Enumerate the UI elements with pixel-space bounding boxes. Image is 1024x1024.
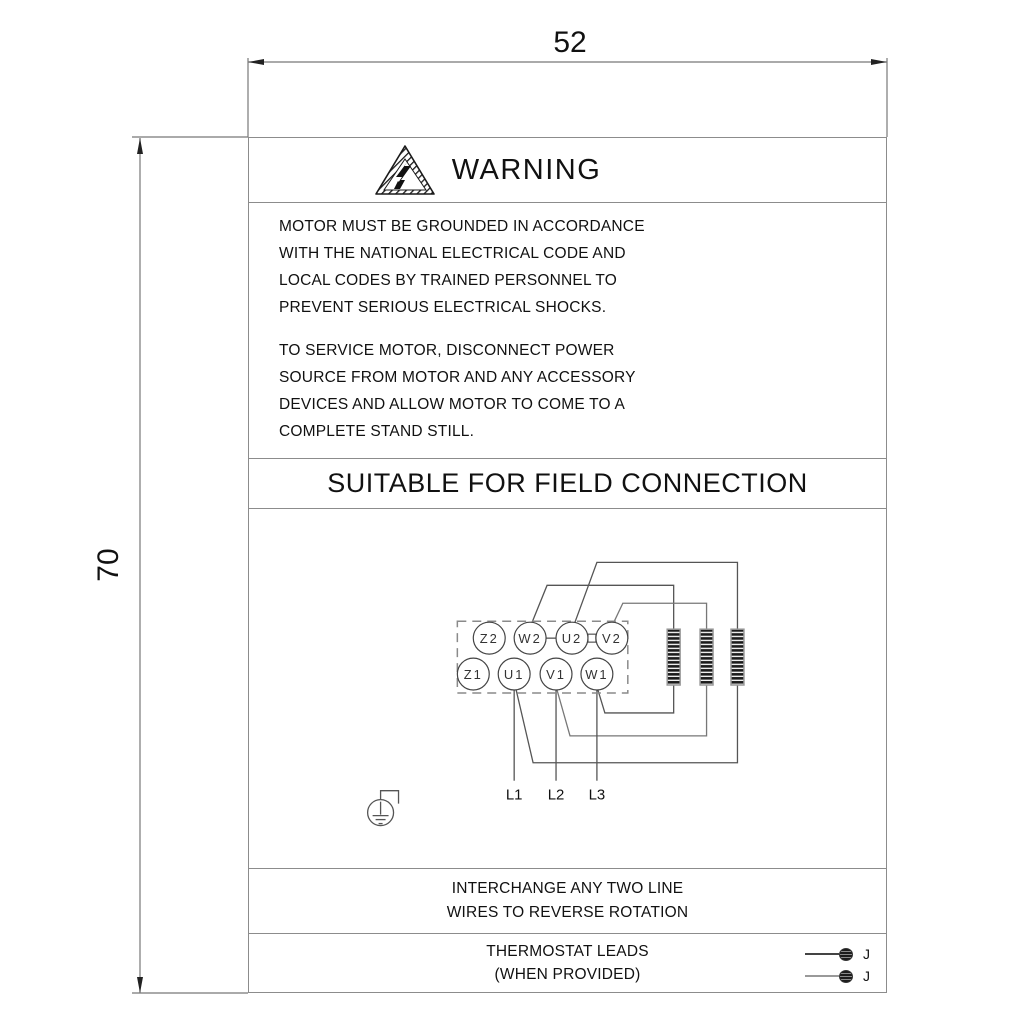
winding-coil-3	[731, 629, 744, 685]
warning-title: WARNING	[451, 153, 602, 186]
protective-earth-ground-icon	[368, 791, 399, 826]
wire-v2-to-coil2	[614, 603, 707, 629]
terminal-label: U1	[503, 667, 525, 683]
arrowhead-right-icon	[871, 59, 887, 65]
thermostat-lead-wire	[805, 953, 839, 955]
body-text-line: LOCAL CODES BY TRAINED PERSONNEL TO	[279, 272, 618, 289]
body-text-line: SOURCE FROM MOTOR AND ANY ACCESSORY	[279, 369, 636, 386]
body-text-line: COMPLETE STAND STILL.	[279, 423, 475, 440]
thermostat-lead-label: J	[863, 968, 870, 984]
winding-coil-2	[700, 629, 713, 685]
terminal-row-bottom	[457, 658, 613, 690]
link-u2-v2	[588, 634, 596, 642]
line-label-l2: L2	[547, 786, 565, 804]
warning-label	[248, 137, 887, 993]
thermostat-lead-bead-icon	[839, 970, 853, 983]
winding-coil-1	[667, 629, 680, 685]
arrowhead-down-icon	[137, 977, 143, 993]
high-voltage-warning-triangle-icon	[374, 144, 436, 196]
thermostat-note-line: THERMOSTAT LEADS	[486, 943, 649, 960]
wiring-diagram-section	[249, 509, 886, 869]
arrowhead-up-icon	[137, 138, 143, 154]
supply-line-labels	[506, 787, 605, 804]
terminal-label: Z2	[479, 631, 499, 647]
wire-u2-to-coil3	[575, 562, 737, 629]
wire-coil3-to-u1	[516, 685, 737, 763]
line-label-l3: L3	[588, 786, 606, 804]
thermostat-lead-label: J	[863, 946, 870, 962]
arrowhead-left-icon	[248, 59, 264, 65]
rotation-note-section	[249, 869, 886, 934]
thermostat-note-line: (WHEN PROVIDED)	[494, 966, 641, 983]
height-dimension-value: 70	[92, 548, 125, 582]
width-dimension-value: 52	[553, 26, 587, 59]
warning-body-text	[249, 203, 886, 459]
body-text-line: DEVICES AND ALLOW MOTOR TO COME TO A	[279, 396, 625, 413]
thermostat-lead-row	[805, 969, 870, 983]
thermostat-section	[249, 934, 886, 993]
thermostat-lead-wire	[805, 975, 839, 977]
wire-coil1-to-w1	[598, 685, 674, 713]
terminal-label: U2	[561, 631, 583, 647]
terminal-label: Z1	[463, 667, 483, 683]
thermostat-lead-bead-icon	[839, 948, 853, 961]
line-label-l1: L1	[505, 786, 523, 804]
field-connection-title: SUITABLE FOR FIELD CONNECTION	[327, 468, 808, 498]
terminal-label: V2	[601, 631, 622, 647]
field-connection-banner	[249, 459, 886, 509]
body-text-line: PREVENT SERIOUS ELECTRICAL SHOCKS.	[279, 299, 607, 316]
motor-winding-coil-icon	[667, 629, 744, 685]
body-text-line: TO SERVICE MOTOR, DISCONNECT POWER	[279, 342, 615, 359]
thermostat-lead-row	[805, 947, 870, 961]
body-text-line: MOTOR MUST BE GROUNDED IN ACCORDANCE	[279, 218, 645, 235]
rotation-note-line: INTERCHANGE ANY TWO LINE	[451, 880, 684, 897]
terminal-label: W1	[585, 667, 609, 683]
terminal-label: W2	[518, 631, 542, 647]
body-text-line: WITH THE NATIONAL ELECTRICAL CODE AND	[279, 245, 626, 262]
warning-header	[249, 138, 886, 203]
terminal-label: V1	[546, 667, 566, 683]
wire-w2-to-coil1	[532, 585, 674, 629]
rotation-note-line: WIRES TO REVERSE ROTATION	[446, 904, 689, 921]
wiring-diagram	[249, 509, 886, 869]
